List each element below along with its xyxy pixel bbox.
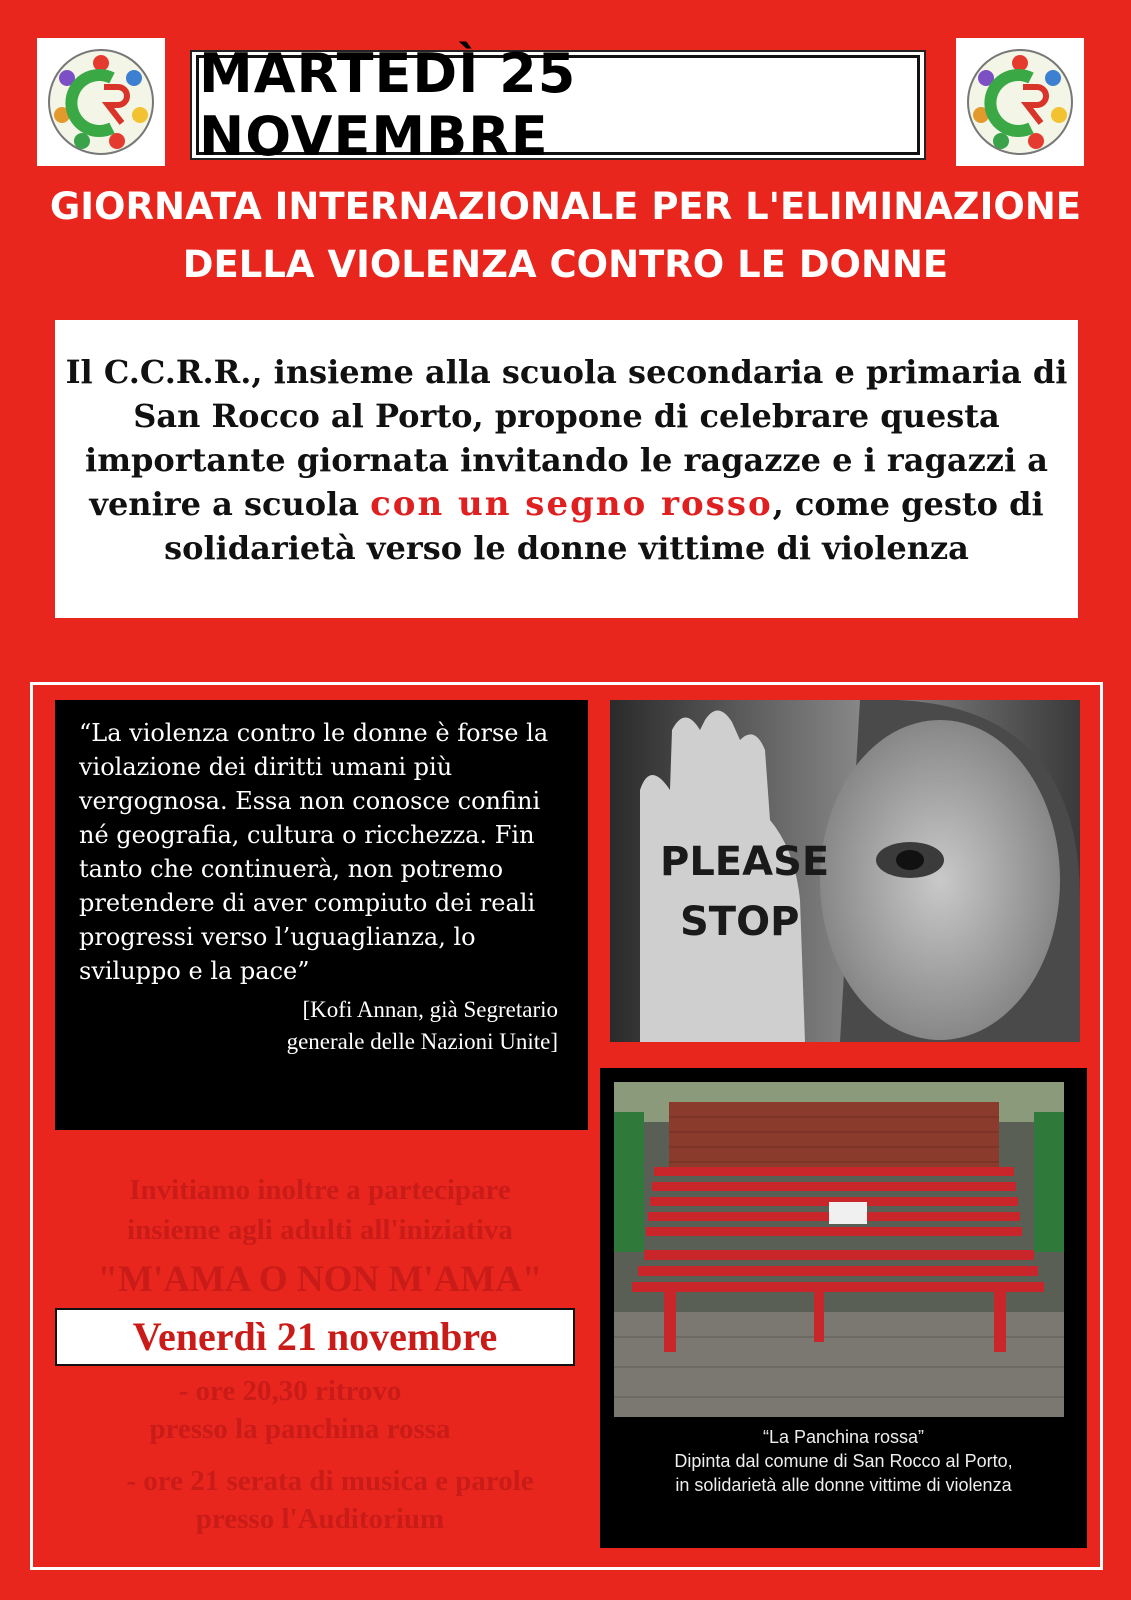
ccrr-logo-left xyxy=(37,38,165,166)
event-date: Venerdì 21 novembre xyxy=(55,1308,575,1366)
bench-caption xyxy=(600,1425,1087,1497)
intro-text-after: , come gesto di solidarietà verso le donne vittime di violenza xyxy=(164,485,1044,567)
logo-emblem-icon xyxy=(961,43,1079,161)
date-title: MARTEDÌ 25 NOVEMBRE xyxy=(196,55,920,155)
quote-attribution xyxy=(79,994,568,1058)
event-name: "M'AMA O NON M'AMA" xyxy=(97,1259,543,1300)
logo-emblem-icon xyxy=(42,43,160,161)
woman-hand-photo-icon xyxy=(610,700,1080,1042)
attribution-line-1: [Kofi Annan, già Segretario xyxy=(302,997,558,1022)
attribution-line-2: generale delle Nazioni Unite] xyxy=(286,1029,558,1054)
subtitle-line-2: DELLA VIOLENZA CONTRO LE DONNE xyxy=(182,243,949,286)
item1-line-1: - ore 20,30 ritrovo xyxy=(178,1375,402,1407)
please-stop-photo xyxy=(610,700,1080,1042)
quote-box xyxy=(55,700,588,1130)
intro-box xyxy=(55,320,1078,618)
bench-caption-line-1: “La Panchina rossa” xyxy=(762,1427,925,1447)
hand-text-line-1: PLEASE xyxy=(660,839,830,885)
quote-text: “La violenza contro le donne è forse la violazione dei diritti umani più vergognosa. Essa non conosce confini né geografia, cultura o ricchezza. Fin tanto che continuerà, non potremo pretendere di aver compiuto dei reali progressi verso l’uguaglianza, lo sviluppo e la pace” xyxy=(79,719,549,985)
intro-highlight: con un segno rosso xyxy=(370,484,773,524)
date-title-box xyxy=(190,42,926,168)
bench-caption-line-2: Dipinta dal comune di San Rocco al Porto, xyxy=(674,1451,1013,1471)
bench-caption-line-3: in solidarietà alle donne vittime di violenza xyxy=(675,1475,1012,1495)
invite-line-1: Invitiamo inoltre a partecipare xyxy=(129,1174,511,1206)
hand-text-line-2: STOP xyxy=(680,899,800,945)
item2-line-2: presso l'Auditorium xyxy=(195,1503,445,1535)
red-bench-icon xyxy=(614,1082,1064,1417)
ccrr-logo-right xyxy=(956,38,1084,166)
red-bench-photo xyxy=(614,1082,1064,1417)
item1-line-2: presso la panchina rossa xyxy=(149,1413,451,1445)
item2-line-1: - ore 21 serata di musica e parole xyxy=(126,1465,534,1497)
invite-line-2: insieme agli adulti all'iniziativa xyxy=(127,1214,513,1246)
intro-text-before: Il C.C.R.R., insieme alla scuola secondaria e primaria di San Rocco al Porto, propone di celebrare questa importante giornata invitando le ragazze e i ragazzi a venire a scuola xyxy=(65,353,1068,523)
subtitle-line-1: GIORNATA INTERNAZIONALE PER L'ELIMINAZIONE xyxy=(49,185,1082,228)
